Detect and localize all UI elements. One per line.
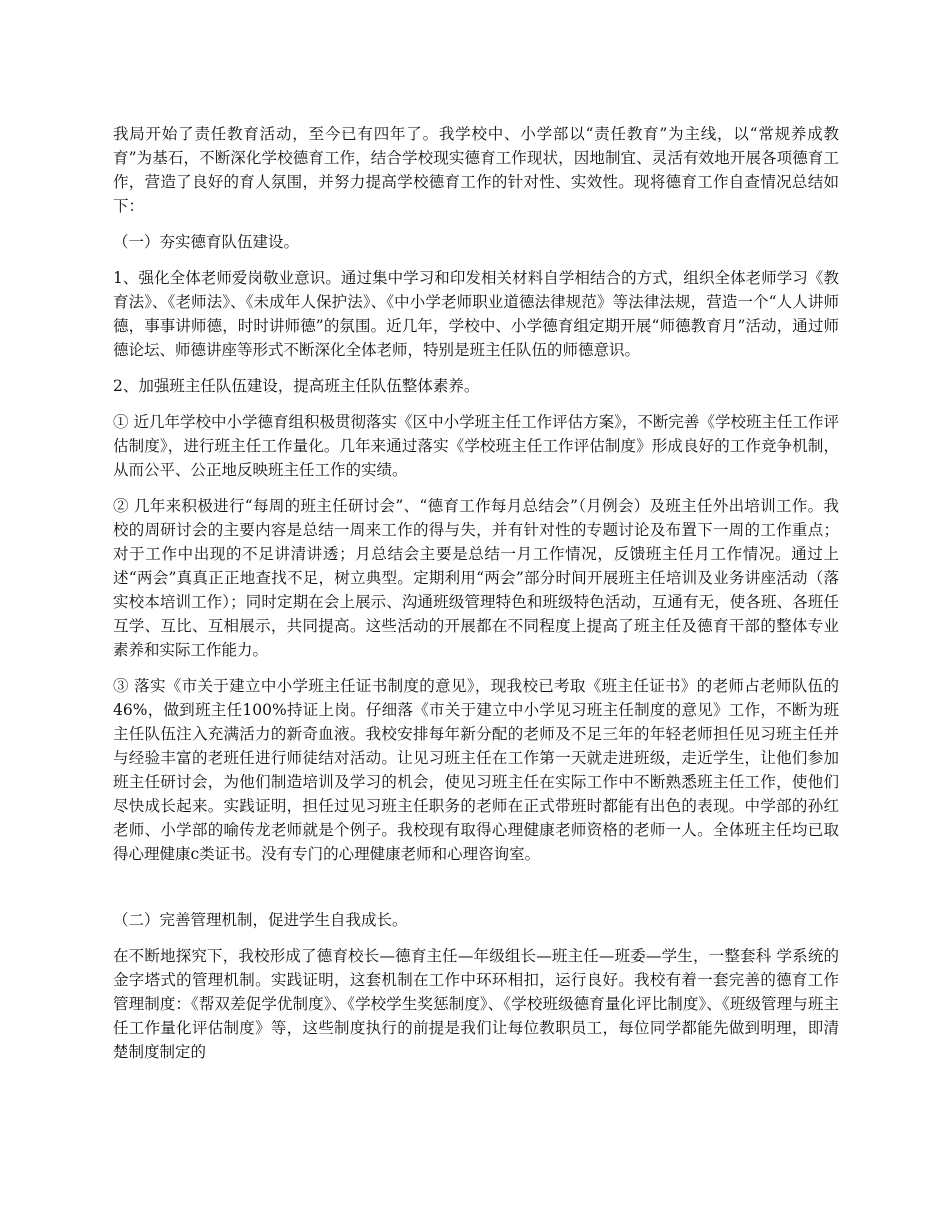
paragraph-management: 在不断地探究下，我校形成了德育校长—德育主任—年级组长—班主任—班委—学生，一整套科 学系统的金字塔式的管理机制。实践证明，这套机制在工作中环环相扣，运行良好。我校有着一套完善的德育工作管理制度：《帮双差促学优制度》、《学校学生奖惩制度》、《学校班级德育量化评比制度》、《班级管理与班主任工作量化评估制度》等，这些制度执行的前提是我们让每位教职员工，每位同学都能先做到明理，即清楚制度制定的 xyxy=(113,947,839,1061)
document-body xyxy=(113,122,839,1076)
paragraph-head-teacher-title: 2、加强班主任队伍建设，提高班主任队伍整体素养。 xyxy=(113,377,480,395)
section-heading-2: （二）完善管理机制，促进学生自我成长。 xyxy=(113,911,408,929)
paragraph-item-2: ② 几年来积极进行“每周的班主任研讨会”、“德育工作每月总结会”（月例会）及班主任外出培训工作。我校的周研讨会的主要内容是总结一周来工作的得与失，并有针对性的专题讨论及布置下一周的工作重点；对于工作中出现的不足讲清讲透；月总结会主要是总结一月工作情况，反馈班主任月工作情况。通过上述“两会”真真正正地查找不足，树立典型。定期利用“两会”部分时间开展班主任培训及业务讲座活动（落实校本培训工作）；同时定期在会上展示、沟通班级管理特色和班级特色活动，互通有无，使各班、各班任互学、互比、互相展示，共同提高。这些活动的开展都在不同程度上提高了班主任及德育干部的整体专业素养和实际工作能力。 xyxy=(113,497,839,659)
intro-paragraph: 我局开始了责任教育活动，至今已有四年了。我学校中、小学部以“责任教育”为主线，以“常规养成教育”为基石，不断深化学校德育工作，结合学校现实德育工作现状，因地制宜、灵活有效地开展各项德育工作，营造了良好的育人氛围，并努力提高学校德育工作的针对性、实效性。现将德育工作自查情况总结如下： xyxy=(113,125,839,215)
paragraph-item-3: ③ 落实《市关于建立中小学班主任证书制度的意见》，现我校已考取《班主任证书》的老师占老师队伍的46%，做到班主任100%持证上岗。仔细落《市关于建立中小学见习班主任制度的意见》工作，不断为班主任队伍注入充满活力的新奇血液。我校安排每年新分配的老师及不足三年的年轻老师担任见习班主任并与经验丰富的老班任进行师徒结对活动。让见习班主任在工作第一天就走进班级，走近学生，让他们参加班主任研讨会，为他们制造培训及学习的机会，使见习班主任在实际工作中不断熟悉班主任工作，使他们尽快成长起来。实践证明，担任过见习班主任职务的老师在正式带班时都能有出色的表现。中学部的孙红老师、小学部的喻传龙老师就是个例子。我校现有取得心理健康老师资格的老师一人。全体班主任均已取得心理健康c类证书。没有专门的心理健康老师和心理咨询室。 xyxy=(113,677,839,863)
paragraph-item-1: ① 近几年学校中小学德育组积极贯彻落实《区中小学班主任工作评估方案》，不断完善《学校班主任工作评估制度》，进行班主任工作量化。几年来通过落实《学校班主任工作评估制度》形成良好的工作竞争机制，从而公平、公正地反映班主任工作的实绩。 xyxy=(113,413,839,479)
paragraph-teacher-ethics: 1、强化全体老师爱岗敬业意识。通过集中学习和印发相关材料自学相结合的方式，组织全体老师学习《教育法》、《老师法》、《未成年人保护法》、《中小学老师职业道德法律规范》等法律法规，营造一个“人人讲师德，事事讲师德，时时讲师德”的氛围。近几年，学校中、小学德育组定期开展“师德教育月”活动，通过师德论坛、师德讲座等形式不断深化全体老师，特别是班主任队伍的师德意识。 xyxy=(113,269,839,359)
section-heading-1: （一）夯实德育队伍建设。 xyxy=(113,233,300,251)
section-spacer xyxy=(113,878,839,908)
